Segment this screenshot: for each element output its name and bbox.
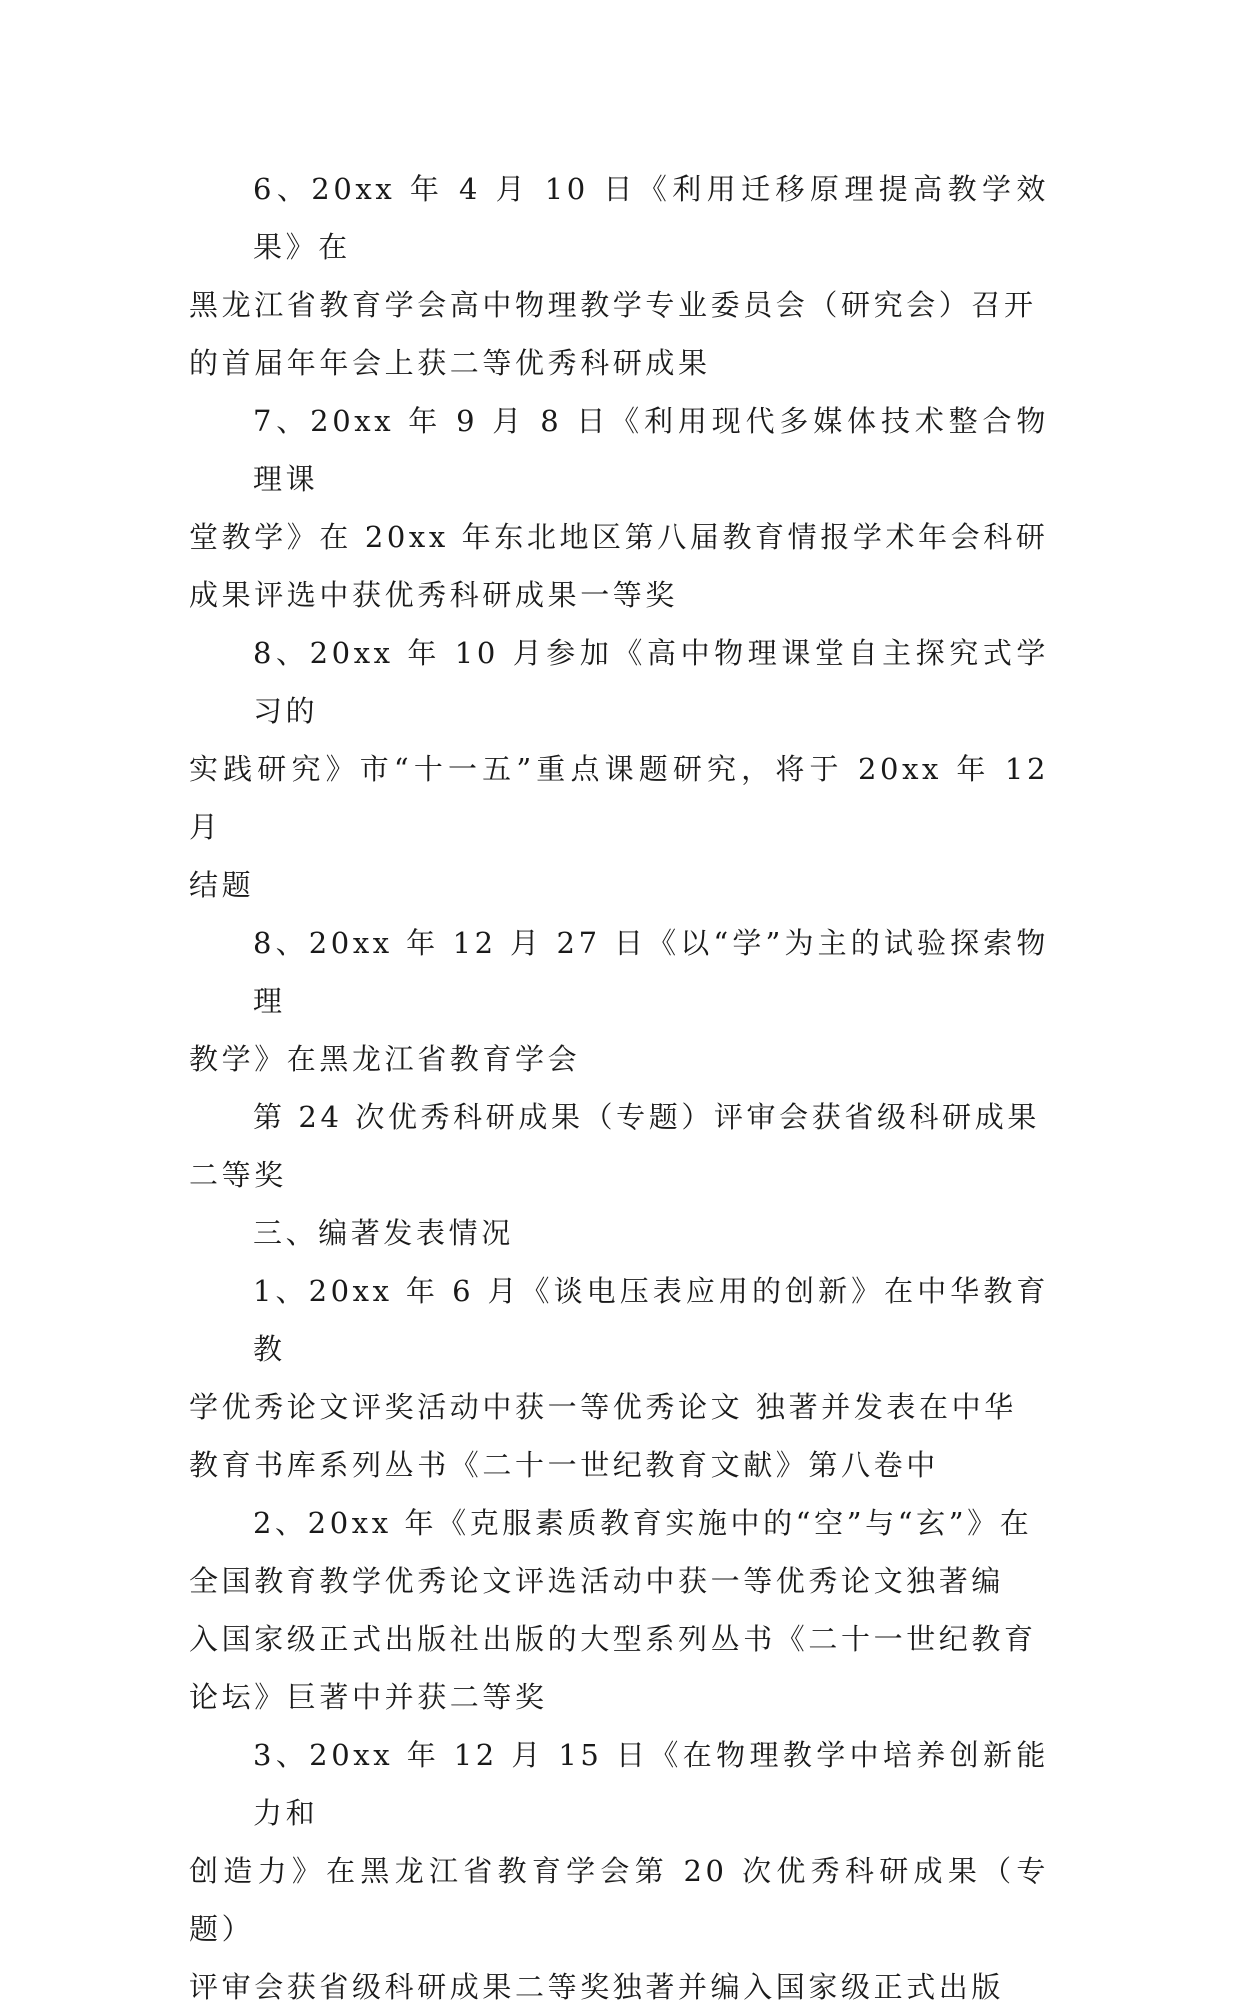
paragraph-publication-3 — [189, 1726, 1049, 2016]
text-line: 结题 — [189, 868, 255, 902]
text-line: 2、20xx 年《克服素质教育实施中的“空”与“玄”》在 — [253, 1506, 1033, 1540]
text-line: 学优秀论文评奖活动中获一等优秀论文 独著并发表在中华 — [189, 1390, 1017, 1424]
paragraph-achievement-6 — [189, 160, 1049, 392]
text-line: 8、20xx 年 10 月参加《高中物理课堂自主探究式学习的 — [253, 636, 1049, 728]
paragraph-achievement-7 — [189, 392, 1049, 624]
paragraph-achievement-8b — [189, 914, 1049, 1088]
text-line: 第 24 次优秀科研成果（专题）评审会获省级科研成果 — [253, 1100, 1040, 1134]
text-line: 7、20xx 年 9 月 8 日《利用现代多媒体技术整合物理课 — [253, 404, 1049, 496]
section-heading-publications — [189, 1204, 1049, 1262]
text-line: 的首届年年会上获二等优秀科研成果 — [189, 346, 711, 380]
paragraph-publication-1 — [189, 1262, 1049, 1494]
text-line: 入国家级正式出版社出版的大型系列丛书《二十一世纪教育 — [189, 1622, 1037, 1656]
paragraph-publication-2 — [189, 1494, 1049, 1726]
section-heading: 三、编著发表情况 — [253, 1216, 514, 1250]
text-line: 实践研究》市“十一五”重点课题研究，将于 20xx 年 12 月 — [189, 752, 1049, 844]
text-line: 8、20xx 年 12 月 27 日《以“学”为主的试验探索物理 — [253, 926, 1049, 1018]
text-line: 论坛》巨著中并获二等奖 — [189, 1680, 548, 1714]
paragraph-achievement-8a — [189, 624, 1049, 914]
text-line: 创造力》在黑龙江省教育学会第 20 次优秀科研成果（专题） — [189, 1854, 1049, 1946]
text-line: 黑龙江省教育学会高中物理教学专业委员会（研究会）召开 — [189, 288, 1037, 322]
text-line: 成果评选中获优秀科研成果一等奖 — [189, 578, 679, 612]
text-line: 教学》在黑龙江省教育学会 — [189, 1042, 581, 1076]
text-line: 全国教育教学优秀论文评选活动中获一等优秀论文独著编 — [189, 1564, 1005, 1598]
document-body — [189, 160, 1049, 2016]
paragraph-achievement-8b-continued — [189, 1088, 1049, 1204]
text-line: 6、20xx 年 4 月 10 日《利用迁移原理提高教学效果》在 — [253, 172, 1049, 264]
text-line: 评审会获省级科研成果二等奖独著并编入国家级正式出版 — [189, 1970, 1005, 2004]
text-line: 3、20xx 年 12 月 15 日《在物理教学中培养创新能力和 — [253, 1738, 1049, 1830]
text-line: 1、20xx 年 6 月《谈电压表应用的创新》在中华教育教 — [253, 1274, 1049, 1366]
text-line: 二等奖 — [189, 1158, 287, 1192]
text-line: 堂教学》在 20xx 年东北地区第八届教育情报学术年会科研 — [189, 520, 1049, 554]
text-line: 教育书库系列丛书《二十一世纪教育文献》第八卷中 — [189, 1448, 939, 1482]
